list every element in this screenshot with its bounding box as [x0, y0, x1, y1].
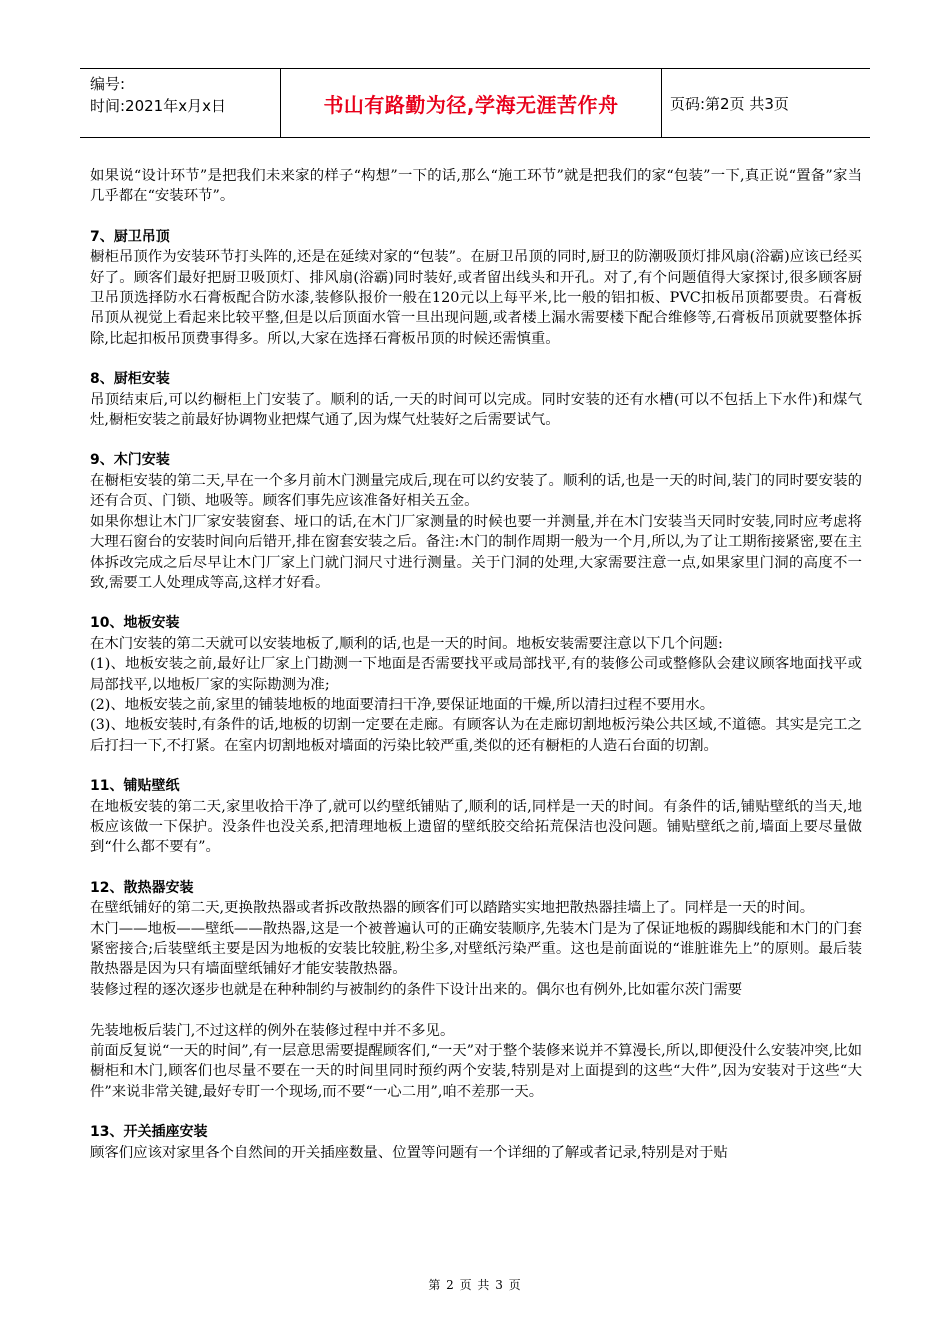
- number-label: 编号:: [90, 75, 126, 93]
- section-gap: [90, 430, 862, 450]
- section-heading: 10、地板安装: [90, 615, 180, 632]
- page-header: [80, 68, 870, 138]
- section-paragraph: (3)、地板安装时,有条件的话,地板的切割一定要在走廊。有顾客认为在走廊切割地板污染公共区域,不道德。其实是完工之后打扫一下,不打紧。在室内切割地板对墙面的污染比较严重,类似的还有橱柜的人造石台面的切割。: [90, 717, 862, 754]
- section-heading: 9、木门安装: [90, 452, 170, 469]
- section-heading: 7、厨卫吊顶: [90, 228, 170, 245]
- section-paragraph: 吊顶结束后,可以约橱柜上门安装了。顺利的话,一天的时间可以完成。同时安装的还有水槽(可以不包括上下水件)和煤气灶,橱柜安装之前最好协调物业把煤气通了,因为煤气灶装好之后需要试气。: [90, 391, 862, 429]
- section-heading: 8、厨柜安装: [90, 371, 170, 388]
- blank-line: [90, 1000, 862, 1020]
- section-gap: [90, 593, 862, 613]
- section-paragraph: 装修过程的逐次逐步也就是在种种制约与被制约的条件下设计出来的。偶尔也有例外,比如霍尔茨门需要: [90, 981, 743, 998]
- sections-container: [90, 207, 862, 1163]
- page-indicator: 页码:第2页 共3页: [670, 94, 789, 113]
- section-gap: [90, 349, 862, 369]
- section-paragraph: 顾客们应该对家里各个自然间的开关插座数量、位置等问题有一个详细的了解或者记录,特别是对于贴: [90, 1144, 728, 1161]
- section-paragraph: 在橱柜安装的第二天,早在一个多月前木门测量完成后,现在可以约安装了。顺利的话,也是一天的时间,装门的同时要安装的还有合页、门锁、地吸等。顾客们事先应该准备好相关五金。: [90, 472, 862, 510]
- section-gap: [90, 858, 862, 878]
- section-paragraph: (2)、地板安装之前,家里的铺装地板的地面要清扫干净,要保证地面的干燥,所以清扫过程不要用水。: [90, 696, 715, 713]
- section-paragraph: 前面反复说“一天的时间”,有一层意思需要提醒顾客们,“一天”对于整个装修来说并不算漫长,所以,即便没什么安装冲突,比如橱柜和木门,顾客们也尽量不要在一天的时间里同时预约两个安装,特别是对上面提到的这些“大件”,因为安装对于这些“大件”来说非常关键,最好专盯一个现场,而不要“一心二用”,咱不差那一天。: [90, 1043, 862, 1100]
- section-heading: 11、铺贴壁纸: [90, 778, 180, 795]
- document-body: [90, 166, 862, 1163]
- section-paragraph: 木门——地板——壁纸——散热器,这是一个被普遍认可的正确安装顺序,先装木门是为了保证地板的踢脚线能和木门的门套紧密接合;后装壁纸主要是因为地板的安装比较脏,粉尘多,对壁纸污染严重。这也是前面说的“谁脏谁先上”的原则。最后装散热器是因为只有墙面壁纸铺好才能安装散热器。: [90, 920, 862, 978]
- intro-paragraph: 如果说“设计环节”是把我们未来家的样子“构想”一下的话,那么“施工环节”就是把我们的家“包装”一下,真正说“置备”家当几乎都在“安装环节”。: [90, 168, 862, 205]
- section-paragraph: 如果你想让木门厂家安装窗套、垭口的话,在木门厂家测量的时候也要一并测量,并在木门安装当天同时安装,同时应考虑将大理石窗台的安装时间向后错开,排在窗套安装之后。备注:木门的制作周期一般为一个月,所以,为了让工期衔接紧密,要在主体拆改完成之后尽早让木门厂家上门就门洞尺寸进行测量。关于门洞的处理,大家需要注意一点,如果家里门洞的高度不一致,需要工人处理成等高,这样才好看。: [90, 513, 862, 591]
- section-paragraph: 橱柜吊顶作为安装环节打头阵的,还是在延续对家的“包装”。在厨卫吊顶的同时,厨卫的防潮吸顶灯排风扇(浴霸)应该已经买好了。顾客们最好把厨卫吸顶灯、排风扇(浴霸)同时装好,或者留出线头和开孔。对了,有个问题值得大家探讨,很多顾客厨卫吊顶选择防水石膏板配合防水漆,装修队报价一般在120元以上每平米,比一般的铝扣板、PVC扣板吊顶都要贵。石膏板吊顶从视觉上看起来比较平整,但是以后顶面水管一旦出现问题,或者楼上漏水需要楼下配合维修等,石膏板吊顶就要整体拆除,比起扣板吊顶费事得多。所以,大家在选择石膏板吊顶的时候还需慎重。: [90, 249, 862, 347]
- section-paragraph: 先装地板后装门,不过这样的例外在装修过程中并不多见。: [90, 1022, 455, 1039]
- header-meta: [80, 69, 280, 137]
- section-gap: [90, 207, 862, 227]
- section-heading: 12、散热器安装: [90, 879, 194, 896]
- page-footer: 第 2 页 共 3 页: [428, 1278, 522, 1292]
- section-paragraph: 在地板安装的第二天,家里收拾干净了,就可以约壁纸铺贴了,顺利的话,同样是一天的时间。有条件的话,铺贴壁纸的当天,地板应该做一下保护。没条件也没关系,把清理地板上遗留的壁纸胶交给拓荒保洁也没问题。铺贴壁纸之前,墙面上要尽量做到“什么都不要有”。: [90, 798, 862, 856]
- section-gap: [90, 756, 862, 776]
- section-paragraph: (1)、地板安装之前,最好让厂家上门勘测一下地面是否需要找平或局部找平,有的装修公司或整修队会建议顾客地面找平或局部找平,以地板厂家的实际勘测为准;: [90, 656, 862, 693]
- date-label: 时间:2021年x月x日: [90, 97, 226, 115]
- section-paragraph: 在壁纸铺好的第二天,更换散热器或者拆改散热器的顾客们可以踏踏实实地把散热器挂墙上了。同样是一天的时间。: [90, 900, 815, 917]
- section-paragraph: 在木门安装的第二天就可以安装地板了,顺利的话,也是一天的时间。地板安装需要注意以下几个问题:: [90, 635, 723, 652]
- header-motto: 书山有路勤为径,学海无涯苦作舟: [280, 69, 662, 137]
- section-gap: [90, 1102, 862, 1122]
- section-heading: 13、开关插座安装: [90, 1124, 208, 1141]
